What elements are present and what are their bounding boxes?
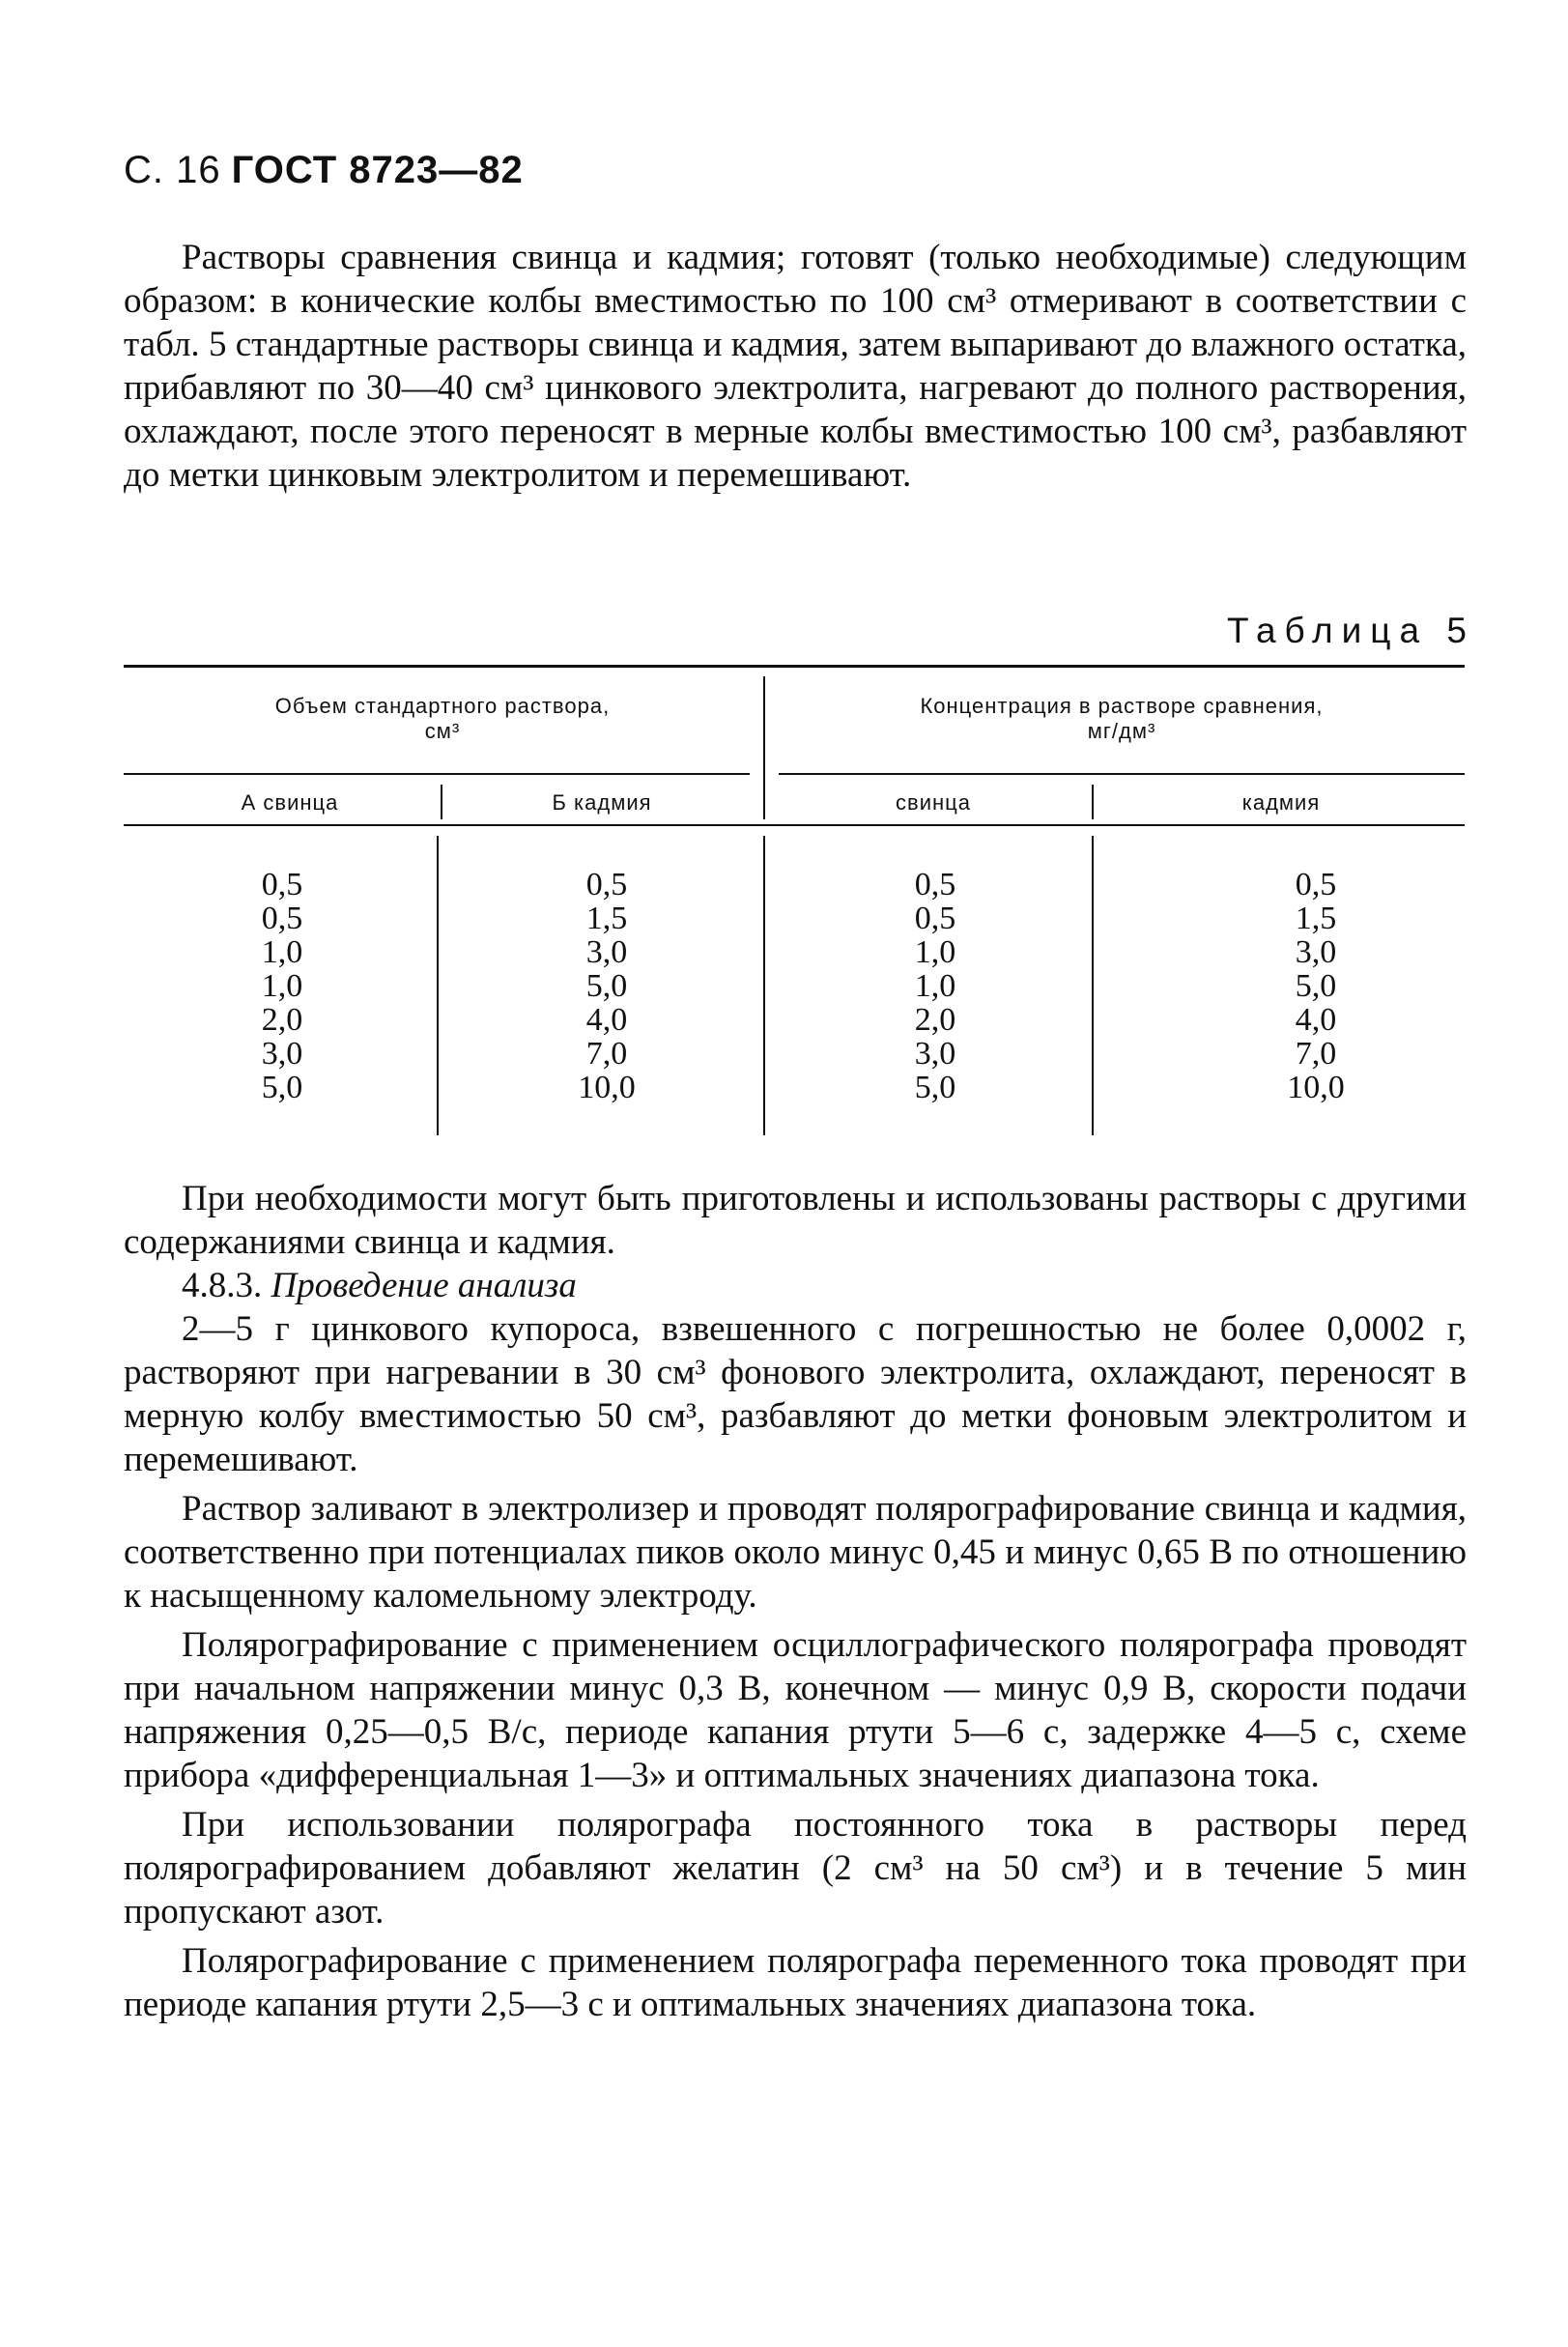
table-body-divider-2 bbox=[763, 836, 765, 1135]
table-cell: 4,0 bbox=[1295, 1002, 1337, 1038]
table-cell: 1,0 bbox=[261, 968, 303, 1004]
paragraph: При использовании полярографа постоянного тока в растворы перед полярографированием добавляют желатин (2 см³ на 50 см³) и в течение 5 мин пропускают азот. bbox=[124, 1805, 1467, 1932]
table-group1-rule bbox=[124, 773, 750, 775]
table-divider-main bbox=[763, 676, 765, 819]
table-cell: 7,0 bbox=[585, 1036, 628, 1072]
table-cell: 10,0 bbox=[1287, 1070, 1345, 1105]
paragraph: Полярографирование с применением осциллографического полярографа проводят при начальном напряжении минус 0,3 В, конечном — минус 0,9 В, скорости подачи напряжения 0,25—0,5 В/с, периоде капания ртути 5—6 с, задержке 4—5 с, схеме прибора «дифференциальная 1—3» и оптимальных значениях диапазона тока. bbox=[124, 1625, 1467, 1795]
group1-header bbox=[135, 694, 750, 744]
col-header-conc-lead: свинца bbox=[896, 790, 971, 815]
table-cell: 7,0 bbox=[1295, 1036, 1337, 1072]
table-column-conc-lead bbox=[877, 868, 993, 1104]
intro-text: Растворы сравнения свинца и кадмия; готовят (только необходимые) следующим образом: в конические колбы вместимостью по 100 см³ отмеривают в соответствии с табл. 5 стандартные растворы свинца и кадмия, затем выпаривают до влажного остатка, прибавляют по 30—40 см³ цинкового электролита, нагревают до полного растворения, охлаждают, после этого переносят в мерные колбы вместимостью 100 см³, разбавляют до метки цинковым электролитом и перемешивают. bbox=[124, 238, 1467, 495]
table-cell: 1,0 bbox=[914, 934, 956, 970]
after-table-paragraph: При необходимости могут быть приготовлены и использованы растворы с другими содержаниями свинца и кадмия. bbox=[124, 1179, 1467, 1262]
table-cell: 0,5 bbox=[914, 867, 956, 902]
intro-paragraph bbox=[124, 236, 1467, 497]
body-text bbox=[124, 1177, 1467, 2026]
document-code: ГОСТ 8723—82 bbox=[231, 149, 524, 191]
table-cell: 0,5 bbox=[1295, 867, 1337, 902]
table-divider-sub1 bbox=[441, 785, 442, 819]
table-cell: 0,5 bbox=[261, 867, 303, 902]
table-header-bottom-rule bbox=[124, 824, 1465, 826]
table-group2-rule bbox=[779, 773, 1465, 775]
col-header-a-lead: А свинца bbox=[241, 790, 339, 815]
page-header bbox=[124, 147, 524, 192]
table-cell: 5,0 bbox=[914, 1070, 956, 1105]
table-cell: 1,0 bbox=[914, 968, 956, 1004]
table-cell: 1,5 bbox=[1295, 901, 1337, 936]
table-cell: 1,0 bbox=[261, 934, 303, 970]
table-cell: 2,0 bbox=[261, 1002, 303, 1038]
group1-header-unit: см³ bbox=[424, 719, 461, 743]
col-header-conc-cadmium: кадмия bbox=[1241, 790, 1321, 815]
section-title: Проведение анализа bbox=[271, 1266, 577, 1305]
group1-header-label: Объем стандартного раствора, bbox=[274, 694, 611, 718]
table-cell: 3,0 bbox=[1295, 934, 1337, 970]
group2-header bbox=[779, 694, 1465, 744]
table-cell: 3,0 bbox=[585, 934, 628, 970]
table-body-divider-1 bbox=[437, 836, 439, 1135]
table-column-b-cadmium bbox=[549, 868, 665, 1104]
table-cell: 3,0 bbox=[914, 1036, 956, 1072]
section-heading bbox=[124, 1264, 1467, 1307]
group2-header-label: Концентрация в растворе сравнения, bbox=[920, 694, 1324, 718]
table-body-divider-3 bbox=[1092, 836, 1094, 1135]
paragraph: Полярографирование с применением полярографа переменного тока проводят при периоде капания ртути 2,5—3 с и оптимальных значениях диапазона тока. bbox=[124, 1941, 1467, 2024]
table-cell: 0,5 bbox=[585, 867, 628, 902]
table-cell: 0,5 bbox=[261, 901, 303, 936]
paragraph: 2—5 г цинкового купороса, взвешенного с погрешностью не более 0,0002 г, растворяют при нагревании в 30 см³ фонового электролита, охлаждают, переносят в мерную колбу вместимостью 50 см³, разбавляют до метки фоновым электролитом и перемешивают. bbox=[124, 1309, 1467, 1479]
col-header-b-cadmium: Б кадмия bbox=[552, 790, 652, 815]
table-cell: 5,0 bbox=[585, 968, 628, 1004]
table-cell: 0,5 bbox=[914, 901, 956, 936]
group2-header-unit: мг/дм³ bbox=[1087, 719, 1156, 743]
table-caption: Таблица 5 bbox=[1227, 611, 1475, 650]
table-divider-sub2 bbox=[1092, 785, 1094, 819]
table-cell: 5,0 bbox=[261, 1070, 303, 1105]
paragraph: Раствор заливают в электролизер и проводят полярографирование свинца и кадмия, соответственно при потенциалах пиков около минус 0,45 и минус 0,65 В по отношению к насыщенному каломельному электроду. bbox=[124, 1489, 1467, 1616]
table-cell: 3,0 bbox=[261, 1036, 303, 1072]
section-number: 4.8.3. bbox=[182, 1266, 263, 1305]
table-top-rule bbox=[124, 665, 1465, 668]
table-cell: 4,0 bbox=[585, 1002, 628, 1038]
table-column-a-lead bbox=[224, 868, 340, 1104]
table-cell: 2,0 bbox=[914, 1002, 956, 1038]
table-cell: 1,5 bbox=[585, 901, 628, 936]
table-cell: 10,0 bbox=[578, 1070, 636, 1105]
table-cell: 5,0 bbox=[1295, 968, 1337, 1004]
table-column-conc-cadmium bbox=[1258, 868, 1374, 1104]
page-number: С. 16 bbox=[124, 149, 221, 191]
